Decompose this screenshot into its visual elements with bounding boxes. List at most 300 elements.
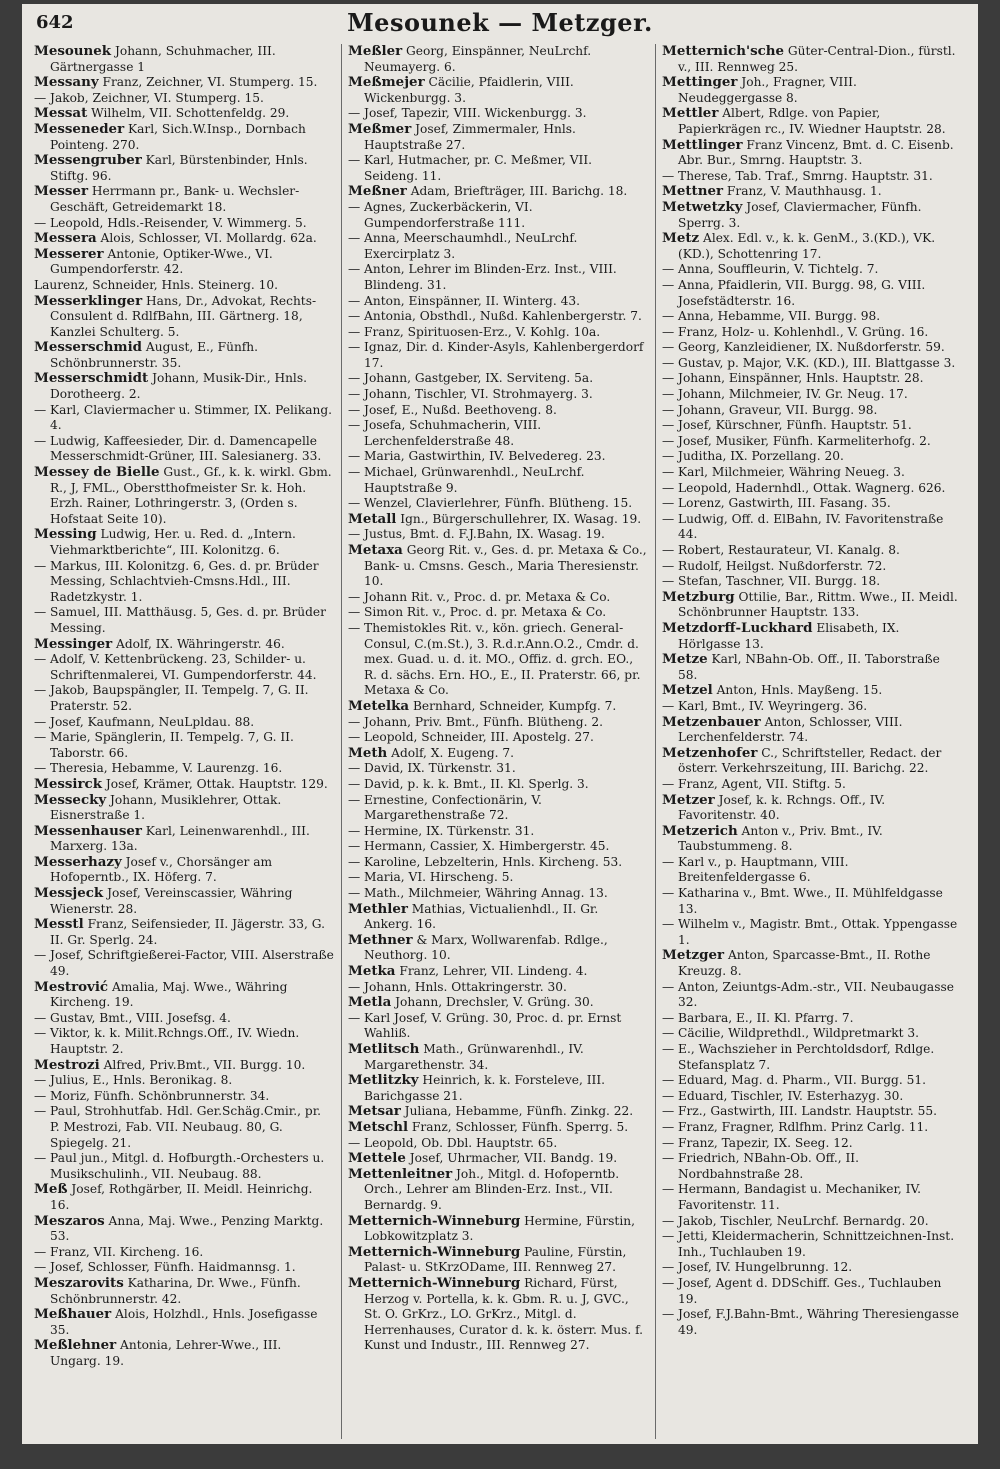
directory-entry [348,1104,648,1120]
directory-entry [34,1089,334,1105]
entry-surname: Messeneder [34,120,125,137]
entry-text: — Franz, VII. Kircheng. 16. [34,1244,204,1259]
directory-entry [348,387,648,403]
directory-entry [348,465,648,496]
directory-entry [662,699,962,715]
entry-text: — Gustav, Bmt., VIII. Josefsg. 4. [34,1010,231,1025]
directory-entry [34,683,334,714]
entry-text: — Hermine, IX. Türkenstr. 31. [348,823,535,838]
entry-text: — Josef, Agent d. DDSchiff. Ges., Tuchlauben 19. [662,1275,942,1306]
directory-entry [662,356,962,372]
entry-text: Georg Rit. v., Ges. d. pr. Metaxa & Co., Bank- u. Cmsns. Gesch., Maria Theresienstr. 10. [364,543,647,589]
entry-text: Alex. Edl. v., k. k. GenM., 3.(KD.), VK. (KD.), Schottenring 17. [678,231,936,261]
entry-text: — Antonia, Obsthdl., Nußd. Kahlenbergerstr. 7. [348,309,642,324]
entry-text: Karl, Sich.W.Insp., Dornbach Pointeng. 270. [50,121,306,152]
directory-entry [662,793,962,824]
entry-surname: Messat [34,105,88,122]
entry-text: — Josefa, Schuhmacherin, VIII. Lerchenfelderstraße 48. [348,418,542,448]
entry-surname: Messer [34,183,88,200]
directory-entry [662,75,962,106]
entry-text: — Adolf, V. Kettenbrückeng. 23, Schilder- u. Schriftenmalerei, VI. Gumpendorferstr. 44. [34,652,317,682]
entry-surname: Metlitzky [348,1072,419,1089]
entry-text: — Josef, Schriftgießerei-Factor, VIII. Alserstraße 49. [34,948,334,979]
entry-surname: Meßhauer [34,1306,112,1323]
directory-entry [34,231,334,247]
directory-entry [348,496,648,512]
entry-text: Franz, Zeichner, VI. Stumperg. 15. [98,75,318,90]
entry-text: Karl, NBahn-Ob. Off., II. Taborstraße 58. [678,652,940,682]
entry-surname: Meßmer [348,120,412,137]
directory-entry [348,527,648,543]
entry-text: — Frz., Gastwirth, III. Landstr. Hauptstr. 55. [662,1104,937,1119]
directory-entry [662,715,962,746]
entry-text: — Josef, Schlosser, Fünfh. Haidmannsg. 1. [34,1260,296,1275]
directory-entry [662,106,962,137]
entry-text: — Stefan, Taschner, VII. Burgg. 18. [662,574,881,589]
directory-entry [662,1026,962,1042]
entry-text: Bernhard, Schneider, Kumpfg. 7. [409,698,617,713]
entry-surname: Messerer [34,245,104,262]
directory-entry [348,122,648,153]
directory-entry [348,605,648,621]
entry-surname: Mestrozi [34,1056,100,1073]
entry-surname: Messecky [34,791,107,808]
directory-entry [662,496,962,512]
directory-entry [34,91,334,107]
directory-entry [34,106,334,122]
entry-text: — Karl Josef, V. Grüng. 30, Proc. d. pr. Ernst Wahliß. [348,1010,622,1041]
directory-entry [34,465,334,527]
entry-text: — Paul jun., Mitgl. d. Hofburgth.-Orchesters u. Musikschulinh., VII. Neubaug. 88. [34,1151,325,1181]
directory-entry [348,870,648,886]
directory-entry [348,886,648,902]
directory-entry [662,418,962,434]
directory-entry [662,465,962,481]
entry-text: — Josef, Tapezir, VIII. Wickenburgg. 3. [348,106,587,121]
directory-entry [662,1229,962,1260]
directory-entry [662,231,962,262]
directory-entry [348,746,648,762]
entry-text: — Friedrich, NBahn-Ob. Off., II. Nordbahnstraße 28. [662,1151,859,1181]
directory-entry [662,184,962,200]
directory-entry [34,1338,334,1369]
directory-entry [34,793,334,824]
entry-surname: Messerklinger [34,292,143,309]
directory-entry [348,325,648,341]
directory-entry [662,1011,962,1027]
entry-text: — Jakob, Zeichner, VI. Stumperg. 15. [34,90,264,105]
entry-text: — Josef, IV. Hungelbrunng. 12. [662,1260,853,1275]
entry-text: — Simon Rit. v., Proc. d. pr. Metaxa & Co. [348,605,607,620]
entry-surname: Methler [348,900,408,917]
entry-text: — Juditha, IX. Porzellang. 20. [662,449,844,464]
entry-text: — Robert, Restaurateur, VI. Kanalg. 8. [662,543,900,557]
entry-text: Josef, Claviermacher, Fünfh. Sperrg. 3. [678,199,922,230]
entry-text: — Agnes, Zuckerbäckerin, VI. Gumpendorferstraße 111. [348,199,533,230]
directory-entry [662,652,962,683]
column-divider [341,44,342,1439]
directory-entry [34,44,334,75]
directory-entry [34,278,334,294]
entry-surname: Mestrović [34,978,109,995]
entry-text: Katharina, Dr. Wwe., Fünfh. Schönbrunnerstr. 42. [50,1275,301,1306]
entry-surname: Mettenleitner [348,1165,453,1182]
entry-surname: Metzenhofer [662,744,758,761]
directory-entry [348,294,648,310]
directory-entry [348,793,648,824]
directory-entry [662,449,962,465]
entry-text: Georg, Einspänner, NeuLrchf. Neumayerg. 6. [364,44,592,74]
entry-surname: Metall [348,510,397,527]
entry-surname: Messengruber [34,152,142,169]
directory-entry [34,122,334,153]
directory-entry [34,434,334,465]
entry-text: — Eduard, Mag. d. Pharm., VII. Burgg. 51. [662,1073,926,1088]
directory-entry [34,75,334,91]
entry-text: — Cäcilie, Wildprethdl., Wildpretmarkt 3. [662,1026,920,1041]
page-number: 642 [36,12,74,33]
directory-entry [34,715,334,731]
entry-text: August, E., Fünfh. Schönbrunnerstr. 35. [50,340,259,370]
entry-surname: Meßlehner [34,1337,117,1354]
entry-surname: Mesounek [34,44,112,59]
entry-text: — Josef, Kaufmann, NeuLpldau. 88. [34,714,255,729]
directory-entry [348,512,648,528]
entry-surname: Messinger [34,635,113,652]
entry-text: Johann, Musik-Dir., Hnls. Dorotheerg. 2. [50,371,307,402]
entry-text: — E., Wachszieher in Perchtoldsdorf, Rdlge. Stefansplatz 7. [662,1042,935,1072]
entry-text: — Hermann, Cassier, X. Himbergerstr. 45. [348,839,610,854]
entry-text: Anton, Sparcasse-Bmt., II. Rothe Kreuzg. 8. [678,948,931,979]
directory-entry [348,153,648,184]
directory-entry [662,325,962,341]
entry-text: — Johann, Milchmeier, IV. Gr. Neug. 17. [662,387,908,402]
directory-entry [348,1042,648,1073]
directory-entry [348,730,648,746]
entry-text: — Jetti, Kleidermacherin, Schnittzeichnen-Inst. Inh., Tuchlauben 19. [662,1229,955,1259]
entry-text: Adam, Briefträger, III. Barichg. 18. [406,184,628,199]
directory-entry [348,1151,648,1167]
entry-text: — David, p. k. k. Bmt., II. Kl. Sperlg. 3. [348,776,589,791]
entry-text: — Karl, Milchmeier, Währing Neueg. 3. [662,465,905,480]
directory-entry [34,403,334,434]
directory-entry [34,559,334,606]
directory-entry [34,184,334,215]
entry-text: Pauline, Fürstin, Palast- u. StKrzODame, III. Rennweg 27. [364,1244,627,1275]
entry-surname: Mettlinger [662,136,743,153]
directory-entry [348,1276,648,1354]
directory-entry [348,200,648,231]
entry-text: — Karl, Hutmacher, pr. C. Meßmer, VII. Seideng. 11. [348,153,593,183]
entry-surname: Metla [348,994,392,1011]
entry-surname: Metwetzky [662,198,743,215]
directory-entry [662,481,962,497]
entry-surname: Metzburg [662,588,735,605]
entry-text: — Wenzel, Clavierlehrer, Fünfh. Blütheng. 15. [348,496,633,511]
entry-text: — Theresia, Hebamme, V. Laurenzg. 16. [34,761,283,776]
directory-entry [34,1260,334,1276]
directory-entry [34,637,334,653]
directory-entry [662,434,962,450]
entry-surname: Meszarovits [34,1274,124,1291]
entry-text: — Johann, Graveur, VII. Burgg. 98. [662,402,878,417]
directory-entry [34,153,334,184]
entry-text: Antonie, Optiker-Wwe., VI. Gumpendorferstr. 42. [50,246,273,277]
directory-entry [34,730,334,761]
directory-entry [662,1182,962,1213]
entry-surname: Messjeck [34,885,104,902]
entry-surname: Meßler [348,44,403,59]
entry-text: Hans, Dr., Advokat, Rechts-Consulent d. RdlfBahn, III. Gärtnerg. 18, Kanzlei Schulterg. 5. [50,293,317,339]
entry-text: — Karoline, Lebzelterin, Hnls. Kircheng. 53. [348,854,623,869]
directory-entry [662,574,962,590]
entry-text: Ottilie, Bar., Rittm. Wwe., II. Meidl. Schönbrunner Hauptstr. 133. [678,589,958,620]
entry-text: Joh., Fragner, VIII. Neudeggergasse 8. [678,75,857,105]
directory-entry [34,371,334,402]
page-header [22,4,978,44]
directory-entry [348,902,648,933]
entry-text: — Anton, Lehrer im Blinden-Erz. Inst., VIII. Blindeng. 31. [348,262,617,292]
entry-text: — Markus, III. Kolonitzg. 6, Ges. d. pr. Brüder Messing, Schlachtvieh-Cmsns.Hdl., III. Radetzkystr. 1. [34,558,319,604]
entry-text: — Ignaz, Dir. d. Kinder-Asyls, Kahlenbergerdorf 17. [348,340,644,370]
entry-text: Adolf, X. Eugeng. 7. [387,745,515,760]
entry-surname: Meszaros [34,1212,105,1229]
directory-entry [348,824,648,840]
directory-entry [662,559,962,575]
entry-text: Josef, Uhrmacher, VII. Bandg. 19. [405,1151,618,1166]
entry-text: — Leopold, Hadernhdl., Ottak. Wagnerg. 626. [662,480,946,495]
directory-entry [348,106,648,122]
entry-text: — Anna, Pfaidlerin, VII. Burgg. 98, G. VIII. Josefstädterstr. 16. [662,277,926,308]
entry-text: — Jakob, Tischler, NeuLrchf. Bernardg. 20. [662,1213,929,1228]
directory-entry [662,824,962,855]
entry-surname: Messing [34,526,97,543]
entry-text: — Anna, Souffleurin, V. Tichtelg. 7. [662,262,879,277]
directory-entry [662,886,962,917]
entry-text: — Johann Rit. v., Proc. d. pr. Metaxa & Co. [348,589,611,604]
entry-text: — Julius, E., Hnls. Beronikag. 8. [34,1073,233,1088]
entry-text: — Karl, Claviermacher u. Stimmer, IX. Pelikang. 4. [34,402,333,433]
directory-entry [34,886,334,917]
entry-surname: Metsar [348,1103,401,1120]
directory-entry [662,590,962,621]
directory-entry [348,761,648,777]
entry-text: Herrmann pr., Bank- u. Wechsler-Geschäft, Getreidemarkt 18. [50,184,300,214]
directory-entry [348,184,648,200]
directory-entry [662,1276,962,1307]
entry-text: — Jakob, Baupspängler, II. Tempelg. 7, G. II. Praterstr. 52. [34,683,309,713]
entry-text: Joh., Mitgl. d. Hofoperntb. Orch., Lehrer am Blinden-Erz. Inst., VII. Bernardg. 9. [364,1166,620,1212]
entry-text: — Katharina v., Bmt. Wwe., II. Mühlfeldgasse 13. [662,886,943,916]
directory-entry [662,403,962,419]
entry-text: Hermine, Fürstin, Lobkowitzplatz 3. [364,1213,635,1244]
directory-entry [662,777,962,793]
directory-entry [662,371,962,387]
entry-surname: Metzger [662,947,725,964]
directory-entry [348,1136,648,1152]
directory-entry [348,855,648,871]
entry-text: Johann, Musiklehrer, Ottak. Eisnerstraße 1. [50,792,282,823]
entry-text: Anna, Maj. Wwe., Penzing Marktg. 53. [50,1213,324,1244]
entry-text: — Johann, Tischler, VI. Strohmayerg. 3. [348,387,593,402]
directory-entry [348,1120,648,1136]
directory-entry [34,1182,334,1213]
entry-surname: Metlitsch [348,1041,420,1057]
directory-entry [662,1214,962,1230]
entry-text: Wilhelm, VII. Schottenfeldg. 29. [87,106,290,121]
entry-text: — Eduard, Tischler, IV. Esterhazyg. 30. [662,1088,904,1103]
entry-text: Amalia, Maj. Wwe., Währing Kircheng. 19. [50,979,288,1010]
directory-entry [348,371,648,387]
entry-text: — Leopold, Hdls.-Reisender, V. Wimmerg. 5. [34,215,307,230]
entry-surname: Metternich-Winneburg [348,1243,521,1260]
directory-entry [34,294,334,341]
entry-text: — Lorenz, Gastwirth, III. Fasang. 35. [662,496,891,511]
entry-surname: Metka [348,963,396,980]
entry-surname: Messenhauser [34,822,142,839]
entry-text: Juliana, Hebamme, Fünfh. Zinkg. 22. [400,1104,634,1119]
entry-surname: Messtl [34,916,84,933]
directory-entry [348,590,648,606]
directory-entry [348,777,648,793]
directory-entry [348,980,648,996]
directory-entry [34,216,334,232]
entry-text: Alfred, Priv.Bmt., VII. Burgg. 10. [99,1057,306,1072]
entry-surname: Metelka [348,697,410,714]
entry-text: — Barbara, E., II. Kl. Pfarrg. 7. [662,1010,854,1025]
entry-text: Franz, Seifensieder, II. Jägerstr. 33, G. II. Gr. Sperlg. 24. [50,917,325,947]
entry-surname: Meth [348,744,388,761]
directory-entry [662,1260,962,1276]
entry-text: — Karl, Bmt., IV. Weyringerg. 36. [662,698,868,713]
entry-surname: Metaxa [348,542,403,558]
directory-entry [662,278,962,309]
directory-entry [34,1214,334,1245]
entry-surname: Methner [348,931,413,948]
directory-entry [348,1167,648,1214]
directory-entry [662,1151,962,1182]
directory-entry [348,715,648,731]
entry-text: Karl, Bürstenbinder, Hnls. Stiftg. 96. [50,153,308,183]
entry-text: Güter-Central-Dion., fürstl. v., III. Rennweg 25. [678,44,956,74]
entry-text: Alois, Schlosser, VI. Mollardg. 62a. [96,231,317,246]
entry-text: Cäcilie, Pfaidlerin, VIII. Wickenburgg. 3. [364,75,574,105]
entry-text: Antonia, Lehrer-Wwe., III. Ungarg. 19. [50,1338,282,1368]
entry-text: — Justus, Bmt. d. F.J.Bahn, IX. Wasag. 19. [348,527,605,542]
entry-surname: Metzdorff-Luckhard [662,619,813,636]
entry-text: Elisabeth, IX. Hörlgasse 13. [678,620,900,651]
entry-text: Richard, Fürst, Herzog v. Portella, k. k. Gbm. R. u. J, GVC., St. O. GrKrz., LO. GrKrz., Mitgl. d. Herrenhauses, Curator d. k. k. österr. Mus. f. Kunst und Industr., III. Rennweg 27. [364,1275,644,1353]
column-3 [662,44,962,1439]
entry-text: — Gustav, p. Major, V.K. (KD.), III. Blattgasse 3. [662,355,956,370]
column-1 [34,44,334,1439]
column-divider [655,44,656,1439]
entry-text: — Ludwig, Off. d. ElBahn, IV. Favoritenstraße 44. [662,511,944,542]
entry-surname: Mettele [348,1150,406,1167]
directory-entry [662,169,962,185]
directory-entry [662,512,962,543]
directory-entry [662,948,962,979]
entry-text: Josef, k. k. Rchngs. Off., IV. Favoritenstr. 40. [678,792,886,823]
entry-surname: Metzenbauer [662,713,761,730]
entry-text: — Anna, Meerschaumhdl., NeuLrchf. Exercirplatz 3. [348,231,578,261]
entry-text: Josef v., Chorsänger am Hofoperntb., IX. Höferg. 7. [50,854,273,885]
directory-entry [662,1073,962,1089]
entry-text: — Math., Milchmeier, Währing Annag. 13. [348,886,608,901]
entry-surname: Metzerich [662,822,738,839]
entry-text: Franz Vincenz, Bmt. d. C. Eisenb. Abr. Bur., Smrng. Hauptstr. 3. [678,137,954,168]
column-2 [348,44,648,1439]
entry-text: Josef, Rothgärber, II. Meidl. Heinrichg. 16. [50,1182,313,1212]
directory-page [22,4,978,1444]
running-head: Mesounek — Metzger. [347,8,653,37]
entry-surname: Mettinger [662,74,738,91]
entry-text: — Leopold, Schneider, III. Apostelg. 27. [348,730,594,745]
directory-entry [348,543,648,590]
directory-entry [348,418,648,449]
entry-text: — Johann, Priv. Bmt., Fünfh. Blütheng. 2. [348,714,603,729]
directory-entry [34,948,334,979]
directory-entry [662,1120,962,1136]
entry-text: — Karl v., p. Hauptmann, VIII. Breitenfeldergasse 6. [662,854,849,885]
directory-entry [34,777,334,793]
entry-surname: Messera [34,230,97,247]
directory-entry [34,1011,334,1027]
directory-entry [348,995,648,1011]
directory-entry [662,44,962,75]
entry-surname: Mettner [662,183,724,200]
entry-surname: Mettler [662,105,719,122]
entry-surname: Messey de Bielle [34,464,160,481]
entry-surname: Meß [34,1181,68,1198]
directory-entry [34,824,334,855]
directory-entry [662,980,962,1011]
entry-text: Franz, Schlosser, Fünfh. Sperrg. 5. [408,1119,629,1134]
entry-text: — Marie, Spänglerin, II. Tempelg. 7, G. II. Taborstr. 66. [34,730,294,760]
directory-entry [348,1245,648,1276]
directory-entry [662,917,962,948]
entry-text: — Franz, Agent, VII. Stiftg. 5. [662,776,846,791]
directory-entry [348,262,648,293]
entry-text: Math., Grünwarenhdl., IV. Margarethenstr. 34. [364,1042,584,1072]
entry-surname: Messerschmidt [34,370,149,387]
entry-text: Alois, Holzhdl., Hnls. Josefigasse 35. [50,1307,318,1337]
entry-text: — Josef, E., Nußd. Beethoveng. 8. [348,402,557,417]
entry-text: — Josef, Kürschner, Fünfh. Hauptstr. 51. [662,418,912,433]
entry-text: Johann, Drechsler, V. Grüng. 30. [391,995,594,1010]
directory-entry [34,1026,334,1057]
directory-entry [34,1058,334,1074]
directory-entry [34,527,334,558]
entry-text: — Johann, Gastgeber, IX. Serviteng. 5a. [348,371,594,386]
entry-text: — Franz, Fragner, Rdlfhm. Prinz Carlg. 11. [662,1119,929,1134]
entry-text: Mathias, Victualienhdl., II. Gr. Ankerg. 16. [364,901,599,932]
directory-entry [348,933,648,964]
directory-entry [34,247,334,278]
entry-surname: Metternich'sche [662,44,785,59]
directory-entry [662,1042,962,1073]
entry-text: Heinrich, k. k. Forsteleve, III. Barichgasse 21. [364,1073,606,1103]
entry-text: — Anna, Hebamme, VII. Burgg. 98. [662,309,881,324]
directory-entry [662,1104,962,1120]
entry-text: — Anton, Zeiuntgs-Adm.-str., VII. Neubaugasse 32. [662,979,954,1010]
directory-entry [348,44,648,75]
directory-entry [348,699,648,715]
entry-text: — Johann, Einspänner, Hnls. Hauptstr. 28. [662,371,924,386]
entry-text: — Maria, Gastwirthin, IV. Belvedereg. 23. [348,449,606,464]
entry-text: — Hermann, Bandagist u. Mechaniker, IV. Favoritenstr. 11. [662,1182,922,1212]
entry-text: — Rudolf, Heilgst. Nußdorferstr. 72. [662,558,887,573]
